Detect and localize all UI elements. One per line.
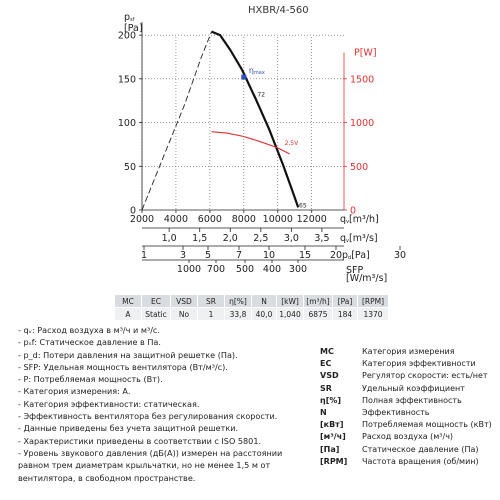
x-sfp-tick-label: 400 bbox=[262, 264, 282, 275]
x-pd-tick-label: 1 bbox=[140, 250, 148, 261]
note-item: - Категория измерения: A. bbox=[18, 386, 131, 397]
y-right-tick-label: 1500 bbox=[350, 74, 375, 86]
legend-row bbox=[320, 395, 496, 407]
legend-key: [Па] bbox=[320, 444, 340, 454]
legend-value: Эффективность bbox=[362, 408, 430, 418]
efficiency-marker bbox=[241, 75, 246, 80]
x-pd-axis-label-unit: [Pa] bbox=[351, 250, 370, 261]
header-cell: [Pa] bbox=[333, 295, 358, 308]
x-m3h-axis-label-sub: v bbox=[346, 219, 349, 225]
value-cell: 6875 bbox=[304, 308, 333, 321]
x-m3s-tick-label: 2,0 bbox=[222, 233, 238, 244]
value-cell: 1 bbox=[198, 308, 225, 321]
stall-curve bbox=[142, 32, 212, 210]
x-pd-axis-label: pd[Pa] bbox=[342, 250, 370, 261]
x-m3h-tick-label: 8000 bbox=[231, 214, 256, 225]
x-pd-axis-label-sub: d bbox=[348, 255, 352, 261]
x-pd-tick-label: 20 bbox=[329, 250, 343, 261]
header-cell: [kW] bbox=[277, 295, 304, 308]
note-item: - Характеристики приведены в соответствии с ISO 5801. bbox=[18, 435, 262, 446]
note-item: - Эффективность вентилятора без регулирования скорости. bbox=[18, 411, 278, 422]
header-cell: MC bbox=[115, 295, 142, 308]
note-item: - SFP: Удельная мощность вентилятора (Вт/м³/с). bbox=[18, 361, 228, 372]
value-cell: 1370 bbox=[358, 308, 389, 321]
parameters-table bbox=[114, 294, 389, 321]
legend-value: Регулятор скорости: есть/нет bbox=[362, 371, 488, 381]
legend-row bbox=[320, 346, 496, 358]
header-cell: VSD bbox=[171, 295, 198, 308]
y-left-tick-label: 50 bbox=[123, 161, 136, 173]
x-m3s-tick-label: 3,0 bbox=[283, 233, 299, 244]
header-cell: [m³/h] bbox=[304, 295, 333, 308]
x-m3s-axis-label: qv[m³/s] bbox=[340, 233, 378, 244]
legend-value: Категория эффективности bbox=[362, 359, 476, 369]
legend-row bbox=[320, 431, 496, 443]
legend-key: N bbox=[320, 408, 327, 418]
legend-key: [м³/ч] bbox=[320, 432, 346, 442]
legend-key: SR bbox=[320, 383, 332, 393]
x-m3s-tick-label: 1,0 bbox=[161, 233, 177, 244]
x-pd-tick-label: 7 bbox=[235, 250, 243, 261]
legend-key: VSD bbox=[320, 371, 339, 381]
note-item: - Данные приведены без учета защитной решетки. bbox=[18, 423, 239, 434]
legend-row bbox=[320, 444, 496, 456]
x-sfp-tick-label: 700 bbox=[206, 264, 226, 275]
legend-row bbox=[320, 383, 496, 395]
legend-value: Потребляемая мощность (кВт) bbox=[362, 420, 492, 430]
header-cell: η[%] bbox=[225, 295, 252, 308]
x-m3h-axis-label: qv[m³/h] bbox=[340, 214, 379, 225]
y-right-axis-label: P[W] bbox=[354, 47, 377, 59]
abbreviation-legend bbox=[320, 346, 496, 468]
x-m3h-tick-label: 12000 bbox=[296, 214, 327, 225]
parameters-value-row bbox=[115, 308, 389, 321]
value-cell: No bbox=[171, 308, 198, 321]
curve-annotation: 72 bbox=[257, 91, 266, 99]
legend-value: Удельный коэффициент bbox=[362, 383, 465, 393]
x-m3s-tick-label: 3,5 bbox=[314, 233, 330, 244]
note-item: - P: Потребляемая мощность (Вт). bbox=[18, 374, 163, 385]
x-m3h-axis-label-unit: [m³/h] bbox=[349, 214, 379, 225]
notes-list bbox=[18, 324, 310, 484]
x-m3s-axis-label-sub: v bbox=[346, 238, 349, 244]
legend-key: η[%] bbox=[320, 395, 342, 405]
legend-key: EC bbox=[320, 359, 332, 369]
header-cell: SR bbox=[198, 295, 225, 308]
legend-key: [RPM] bbox=[320, 456, 348, 466]
legend-row bbox=[320, 358, 496, 370]
legend-key: MC bbox=[320, 347, 334, 356]
legend-value: Категория измерения bbox=[362, 347, 455, 356]
x-pd-tick-label: 5 bbox=[204, 250, 212, 261]
x-m3h-tick-label: 6000 bbox=[197, 214, 222, 225]
efficiency-label: ηmax bbox=[248, 66, 265, 77]
note-item: - pₛf: Статическое давление в Па. bbox=[18, 337, 161, 348]
parameters-header-row bbox=[115, 295, 389, 308]
axes-layer bbox=[118, 12, 406, 284]
x-sfp-tick-label: 300 bbox=[288, 264, 308, 275]
pressure-curve bbox=[212, 32, 299, 208]
x-sfp-tick-label: 1000 bbox=[176, 264, 202, 275]
y-right-tick-label: 0 bbox=[350, 205, 357, 217]
y-right-tick-label: 500 bbox=[350, 161, 369, 173]
y-left-tick-label: 100 bbox=[117, 118, 136, 130]
value-cell: Static bbox=[142, 308, 171, 321]
legend-row bbox=[320, 419, 496, 431]
x-m3s-tick-label: 1,5 bbox=[192, 233, 208, 244]
legend-value: Расход воздуха (м³/ч) bbox=[362, 432, 454, 442]
y-right-tick-label: 1000 bbox=[350, 118, 375, 130]
value-cell: 1,040 bbox=[277, 308, 304, 321]
x-sfp-axis-label: SFP bbox=[346, 265, 364, 276]
power-annotation: 2,5V bbox=[284, 140, 299, 148]
y-left-axis-label: psf bbox=[124, 12, 135, 23]
chart-title: HXBR/4-560 bbox=[248, 5, 309, 16]
header-cell: N bbox=[252, 295, 277, 308]
note-item: - p_d: Потери давления на защитной решетке (Па). bbox=[18, 349, 238, 360]
legend-value: Частота вращения (об/мин) bbox=[362, 456, 479, 466]
x-pd-tick-label: 3 bbox=[179, 250, 187, 261]
series-layer bbox=[142, 32, 307, 210]
x-m3s-axis-label-unit: [m³/s] bbox=[349, 233, 378, 244]
x-pd-tick-label: 15 bbox=[298, 250, 312, 261]
grid-layer bbox=[142, 35, 344, 210]
efficiency-label-sub: max bbox=[253, 70, 265, 77]
value-cell: 184 bbox=[333, 308, 358, 321]
note-item: - Категория эффективности: статическая. bbox=[18, 398, 200, 409]
note-item: - qᵥ: Расход воздуха в м³/ч и м³/с. bbox=[18, 325, 160, 335]
x-m3s-tick-label: 2,5 bbox=[253, 233, 269, 244]
header-cell: EC bbox=[142, 295, 171, 308]
value-cell: A bbox=[115, 308, 142, 321]
x-m3h-tick-label: 4000 bbox=[163, 214, 189, 225]
y-left-axis-label-sub: sf bbox=[130, 17, 135, 23]
y-left-axis-unit: [Pa] bbox=[124, 23, 143, 34]
legend-value: Полная эффективность bbox=[362, 395, 462, 405]
legend-row bbox=[320, 456, 496, 468]
value-cell: 33,8 bbox=[225, 308, 252, 321]
legend-key: [кВт] bbox=[320, 420, 344, 430]
y-left-tick-label: 150 bbox=[117, 74, 136, 86]
x-pd-tick-label: 10 bbox=[262, 250, 276, 261]
note-item: - Уровень звукового давления (дБ(А)) измерен на расстоянии равном трем диаметрам крыльчатки, но не менее 1,5 м от вентилятора, в свободном пространстве. bbox=[18, 447, 283, 483]
x-sfp-tick-label: 500 bbox=[235, 264, 255, 275]
y-left-tick-label: 0 bbox=[129, 205, 136, 217]
legend-row bbox=[320, 407, 496, 419]
x-m3h-tick-label: 10000 bbox=[262, 214, 293, 225]
header-cell: [RPM] bbox=[358, 295, 389, 308]
curve-end-annotation: 65 bbox=[299, 202, 307, 210]
legend-value: Статическое давление (Па) bbox=[362, 444, 479, 454]
value-cell: 40,0 bbox=[252, 308, 277, 321]
x-m3h-tick-label: 2000 bbox=[129, 214, 155, 225]
y-left-tick-label: 200 bbox=[117, 30, 136, 42]
x-sfp-axis-unit: [W/m³/s] bbox=[346, 273, 388, 284]
x-pd-tick-label: 30 bbox=[393, 250, 407, 261]
legend-row bbox=[320, 370, 496, 382]
